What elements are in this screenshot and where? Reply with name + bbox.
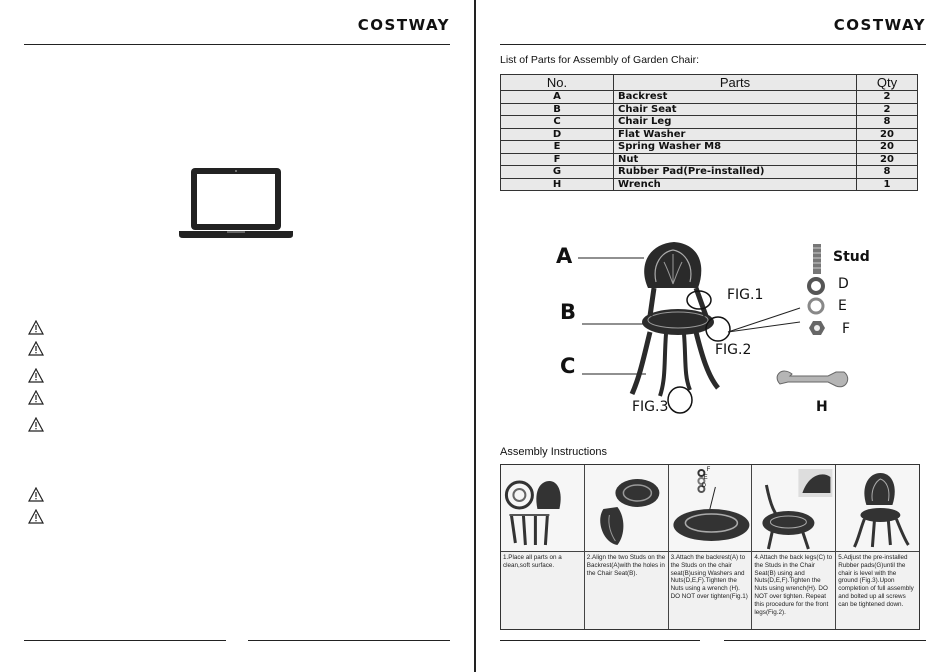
part-no: C xyxy=(501,116,614,129)
part-name: Spring Washer M8 xyxy=(614,141,857,154)
label-f: F xyxy=(706,467,711,473)
step-text: 4.Attach the back legs(C) to the Studs in the Chair Seat(B) using and Nuts(D,E,F).Tighten the Nuts using wrench(H). DO NOT over tighten. Repeat this procedure for the front legs(Fig.2). xyxy=(754,554,833,616)
assembly-step xyxy=(752,465,836,629)
parts-table xyxy=(500,74,918,191)
brand-logo: COSTWAY xyxy=(357,16,450,34)
table-row xyxy=(501,166,918,179)
column-header: Qty xyxy=(857,75,918,91)
part-qty: 2 xyxy=(857,91,918,104)
footer-rule xyxy=(500,640,700,641)
table-row xyxy=(501,141,918,154)
footer-rule xyxy=(24,640,226,641)
table-header-row xyxy=(501,75,918,91)
footer-rule xyxy=(724,640,926,641)
step-illustration xyxy=(669,465,752,552)
header-rule xyxy=(500,44,926,45)
part-name: Flat Washer xyxy=(614,128,857,141)
part-name: Rubber Pad(Pre-installed) xyxy=(614,166,857,179)
part-no: E xyxy=(501,141,614,154)
garden-chair-illustration xyxy=(556,236,876,426)
table-row xyxy=(501,116,918,129)
left-page xyxy=(0,0,474,672)
label-h: H xyxy=(816,399,828,415)
part-qty: 20 xyxy=(857,128,918,141)
part-name: Chair Leg xyxy=(614,116,857,129)
part-no: D xyxy=(501,128,614,141)
column-header: No. xyxy=(501,75,614,91)
step-illustration xyxy=(501,465,584,552)
warning-icon xyxy=(28,341,44,356)
label-e: E xyxy=(838,298,847,314)
warning-icon xyxy=(28,390,44,405)
table-row xyxy=(501,128,918,141)
part-qty: 8 xyxy=(857,116,918,129)
step-text: 1.Place all parts on a clean,soft surface. xyxy=(503,554,562,569)
label-e: E xyxy=(703,475,708,481)
part-qty: 2 xyxy=(857,103,918,116)
assembly-step xyxy=(585,465,669,629)
footer-rule xyxy=(248,640,450,641)
step-illustration xyxy=(585,465,668,552)
step-text: 2.Align the two Studs on the Backrest(A)with the holes in the Chair Seat(B). xyxy=(586,554,666,577)
part-no: B xyxy=(501,103,614,116)
table-row xyxy=(501,103,918,116)
parts-laid-out-illustration xyxy=(501,465,584,551)
step-illustration xyxy=(836,465,919,552)
header-rule xyxy=(24,44,450,45)
part-qty: 20 xyxy=(857,141,918,154)
table-row xyxy=(501,153,918,166)
parts-list-title: List of Parts for Assembly of Garden Chair: xyxy=(500,54,699,66)
table-row xyxy=(501,178,918,191)
assembly-steps xyxy=(500,464,920,630)
part-name: Backrest xyxy=(614,91,857,104)
part-qty: 1 xyxy=(857,178,918,191)
label-fig3: FIG.3 xyxy=(632,399,669,415)
step-text: 3.Attach the backrest(A) to the Studs on the chair seat(B)using Washers and Nuts(D,E,F).Tighten the Nuts using a wrench (H). DO NOT over tighten(Fig.1) xyxy=(670,554,748,600)
label-f: F xyxy=(842,321,851,337)
assembly-step xyxy=(669,465,753,629)
part-no: H xyxy=(501,178,614,191)
label-c: C xyxy=(560,354,576,378)
warning-icon xyxy=(28,368,44,383)
attach-backrest-illustration xyxy=(669,465,752,551)
assembly-step xyxy=(501,465,585,629)
column-header: Parts xyxy=(614,75,857,91)
table-row xyxy=(501,91,918,104)
assembly-step xyxy=(836,465,919,629)
label-fig2: FIG.2 xyxy=(715,342,752,358)
label-d: D xyxy=(838,276,849,292)
warning-icon xyxy=(28,509,44,524)
warning-icon xyxy=(28,320,44,335)
part-name: Nut xyxy=(614,153,857,166)
label-d: D xyxy=(701,483,706,489)
part-name: Wrench xyxy=(614,178,857,191)
step-text: 5.Adjust the pre-installed Rubber pads(G)until the chair is level with the ground (Fig.3).Upon completion of full assembly and bolted up all screws can be tightened down. xyxy=(838,554,914,608)
part-name: Chair Seat xyxy=(614,103,857,116)
warning-icon xyxy=(28,487,44,502)
attach-legs-illustration xyxy=(752,465,835,551)
step-illustration xyxy=(752,465,835,552)
warning-icon xyxy=(28,417,44,432)
chair-parts-diagram xyxy=(556,236,876,426)
label-fig1: FIG.1 xyxy=(727,287,764,303)
right-page xyxy=(476,0,950,672)
finished-chair-illustration xyxy=(836,465,919,551)
part-no: G xyxy=(501,166,614,179)
label-a: A xyxy=(556,244,573,268)
laptop-icon xyxy=(179,166,293,240)
part-qty: 20 xyxy=(857,153,918,166)
part-no: F xyxy=(501,153,614,166)
part-qty: 8 xyxy=(857,166,918,179)
label-b: B xyxy=(560,300,577,324)
label-stud: Stud xyxy=(833,249,870,265)
part-no: A xyxy=(501,91,614,104)
brand-logo: COSTWAY xyxy=(833,16,926,34)
assembly-title: Assembly Instructions xyxy=(500,446,607,458)
backrest-seat-illustration xyxy=(585,465,668,551)
